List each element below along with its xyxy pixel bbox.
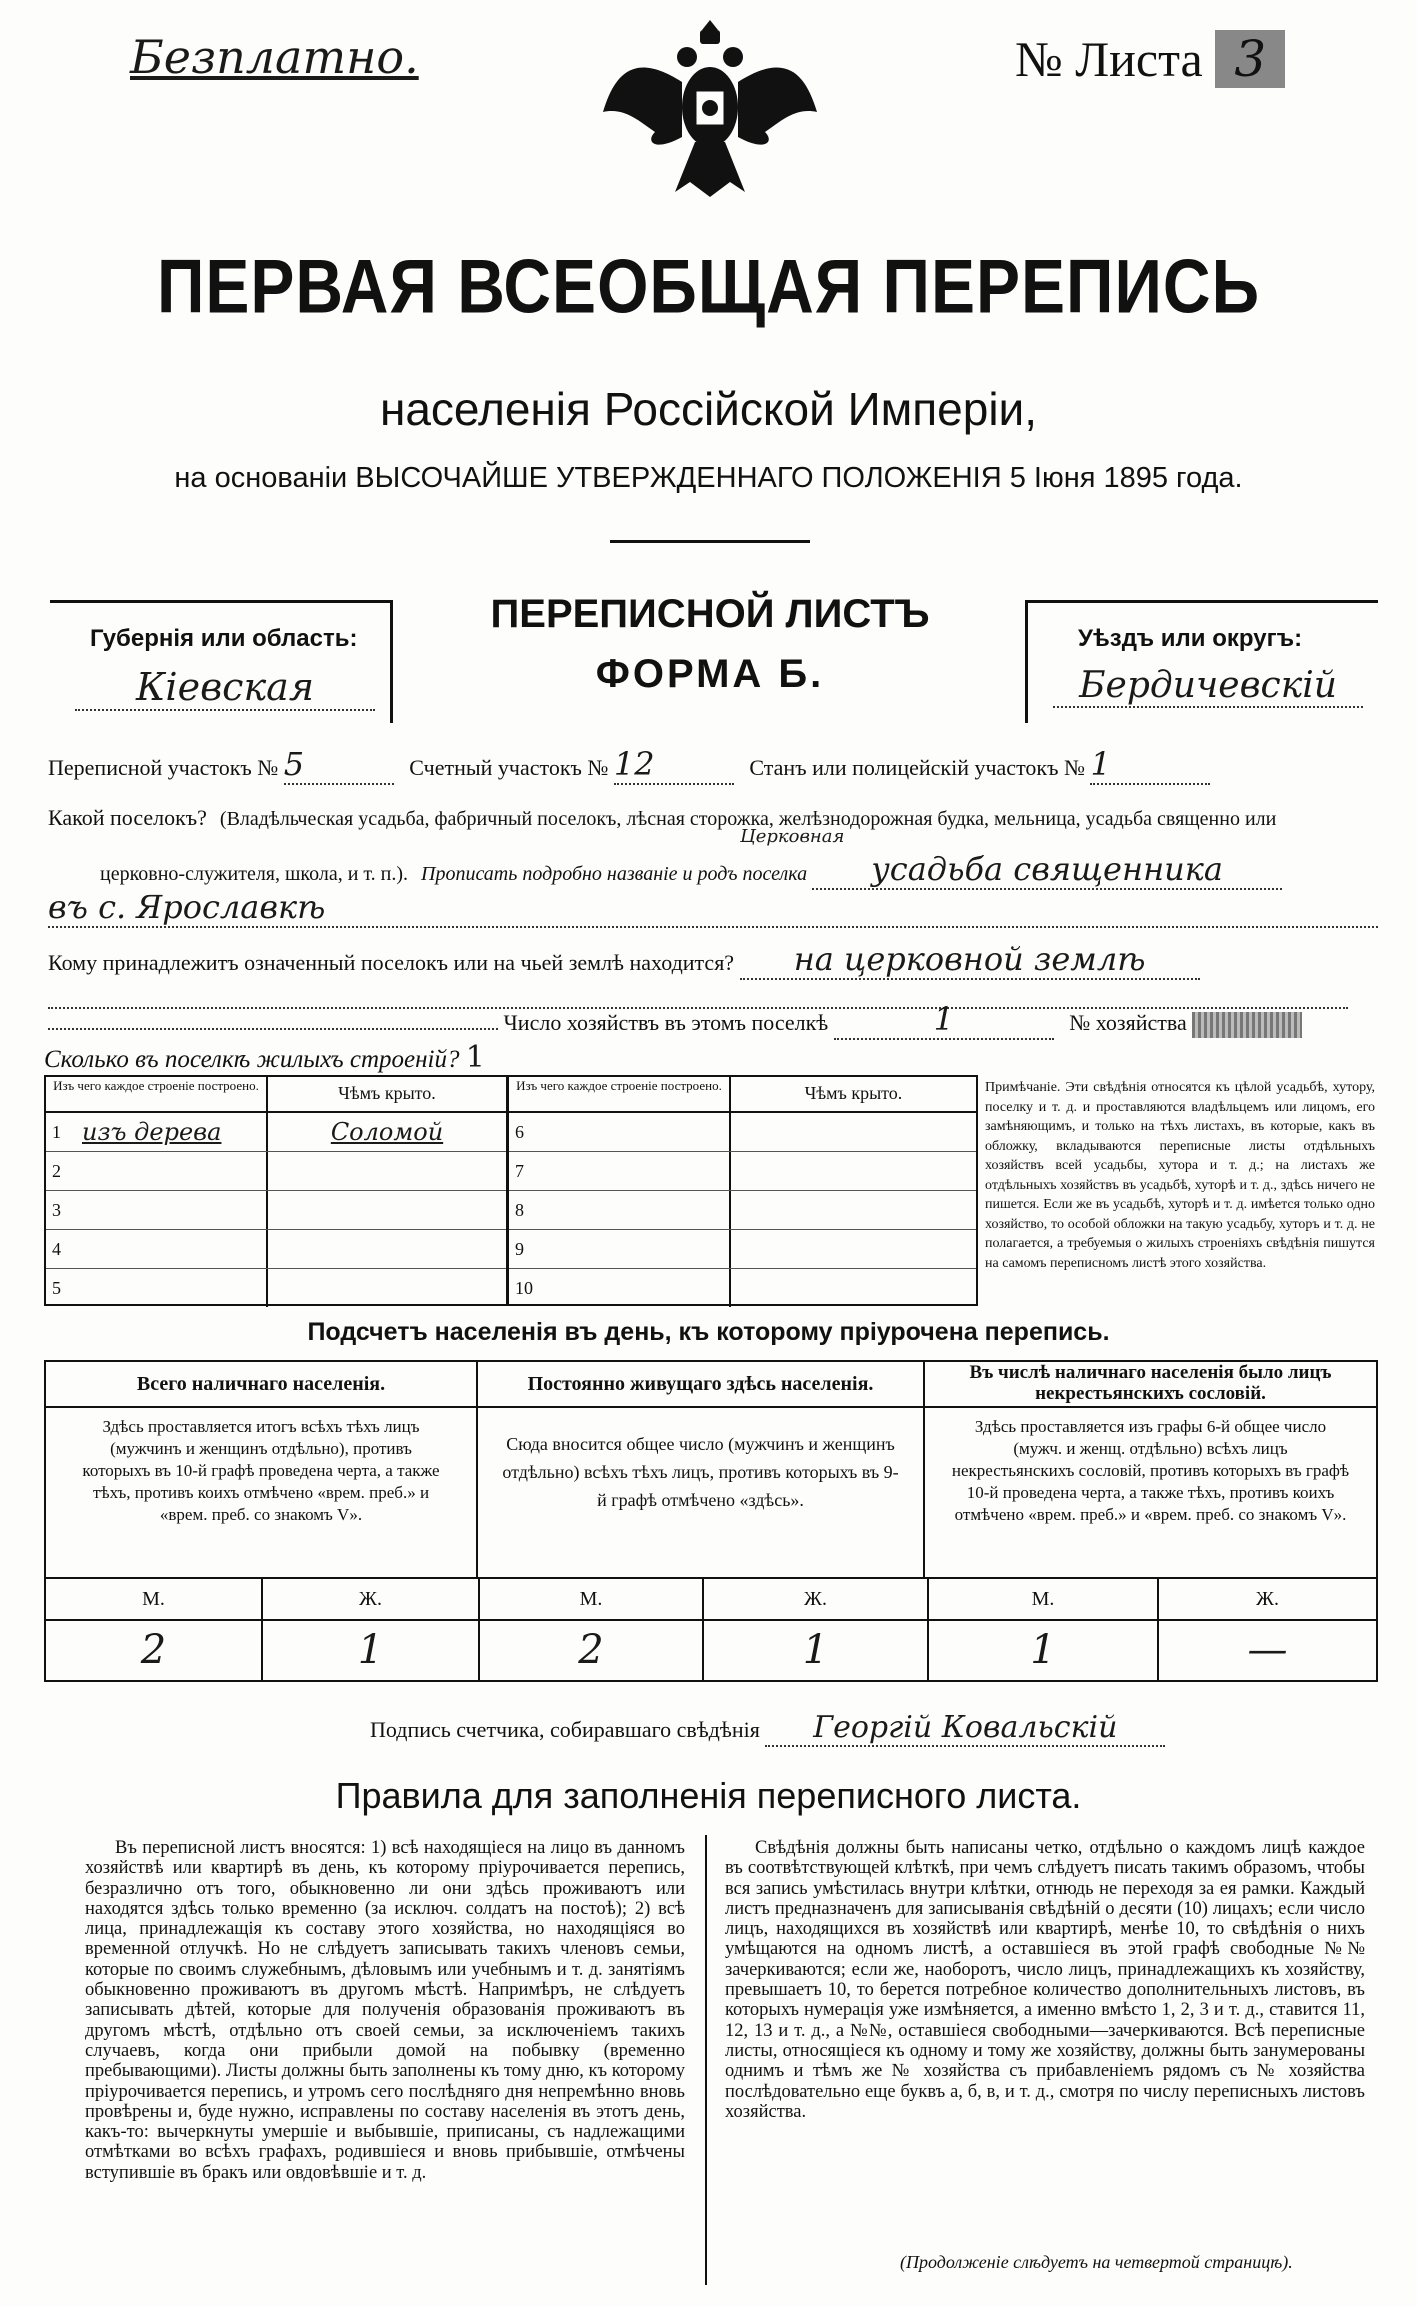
signature-label: Подпись счетчика, собиравшаго свѣдѣнія bbox=[370, 1717, 760, 1742]
col-material-header-2: Изъ чего каждое строеніе построено. bbox=[509, 1077, 731, 1111]
stan-value: 1 bbox=[1090, 745, 1210, 785]
count-f-header: Ж. bbox=[704, 1579, 929, 1619]
main-title: ПЕРВАЯ ВСЕОБЩАЯ ПЕРЕПИСЬ bbox=[156, 243, 1261, 329]
count-col3-text: Здѣсь проставляется изъ графы 6-й общее число (мужч. и женщ. отдѣльно) всѣхъ лицъ некрестьянскихъ сословій, противъ которыхъ въ графѣ 10-й проведена черта, а также тѣхъ, противъ коихъ отмѣчено «врем. преб.» и «врем. преб. со знакомъ V». bbox=[951, 1417, 1350, 1524]
household-no-label: № хозяйства bbox=[1069, 1010, 1187, 1035]
free-label: Безплатно. bbox=[130, 30, 419, 84]
building-row-number: 2 bbox=[52, 1160, 61, 1181]
building-row bbox=[46, 1152, 506, 1191]
building-row-number: 8 bbox=[515, 1199, 524, 1220]
rules-right-column: Свѣдѣнія должны быть написаны четко, отдѣльно о каждомъ лицѣ каждое въ соотвѣтствующей клѣткѣ, при чемъ слѣдуетъ писать такимъ образомъ, чтобы вся запись умѣстилась внутри клѣтки, отнюдь не переходя за ея рамки. Каждый листъ предназначенъ для записыванія свѣдѣній о десяти (10) лицахъ; если число лицъ, находящихся въ хозяйствѣ или квартирѣ, менѣе 10, то свѣдѣнія о нихъ умѣщаются на одномъ листѣ, а оставшіеся въ этой графѣ свободные №№ зачеркиваются; если же, наоборотъ, число лицъ, принадлежащихъ къ хозяйству, превышаетъ 10, то берется потребное количество дополнительныхъ листовъ, въ которыхъ нумерація уже измѣняется, а именно вмѣсто 1, 2, 3 и т. д., ставится 11, 12, 13 и т. д., а №№, оставшіеся свободными—зачеркиваются. Всѣ переписные листы, относящіеся къ одному и тому же хозяйству, должны быть занумерованы однимъ и тѣмъ же № хозяйства съ прибавленіемъ рядомъ съ № хозяйства послѣдовательно еще буквъ а, б, в, и т. д., смотря по числу переписныхъ листовъ хозяйства. bbox=[725, 1838, 1365, 2122]
building-material-cell bbox=[509, 1113, 731, 1151]
owner-value: на церковной землѣ bbox=[740, 940, 1200, 980]
gubernia-box bbox=[50, 600, 393, 723]
schetny-value: 12 bbox=[614, 745, 734, 785]
building-roof-cell bbox=[268, 1269, 506, 1307]
settlement-hint3: Прописать подробно названіе и родъ поселка bbox=[421, 863, 808, 885]
building-row-number: 9 bbox=[515, 1238, 524, 1259]
settlement-hint2: церковно-служителя, школа, и т. п.). bbox=[100, 863, 408, 885]
count-col3-title: Въ числѣ наличнаго населенія было лицъ некрестьянскихъ сословій. bbox=[925, 1362, 1376, 1408]
building-material-cell bbox=[46, 1230, 268, 1268]
district-line bbox=[48, 745, 1378, 785]
buildings-right-half bbox=[509, 1077, 976, 1304]
building-roof-cell bbox=[731, 1113, 976, 1151]
count-col2-title: Постоянно живущаго здѣсь населенія. bbox=[478, 1362, 923, 1408]
count-col2 bbox=[478, 1362, 925, 1577]
building-row-number: 10 bbox=[515, 1277, 533, 1298]
count-value-cell: — bbox=[1247, 1627, 1288, 1673]
building-row bbox=[46, 1191, 506, 1230]
building-material-cell bbox=[509, 1191, 731, 1229]
count-mf-row bbox=[46, 1579, 1376, 1621]
settlement-hint1: (Владѣльческая усадьба, фабричный поселокъ, лѣсная сторожка, желѣзнодорожная будка, мельница, усадьба священно или bbox=[219, 808, 1277, 830]
building-row-number: 1 bbox=[52, 1121, 61, 1142]
buildings-line bbox=[44, 1040, 526, 1077]
count-col1-text: Здѣсь проставляется итогъ всѣхъ тѣхъ лицъ (мужчинъ и женщинъ отдѣльно), противъ которыхъ въ 10-й графѣ проведена черта, а также тѣхъ, противъ коихъ отмѣчено «врем. преб.» и «врем. преб. со знакомъ V». bbox=[82, 1417, 440, 1524]
building-row bbox=[46, 1230, 506, 1269]
settlement-hint-line bbox=[100, 850, 1400, 890]
rules-title: Правила для заполненія переписного листа. bbox=[335, 1775, 1082, 1816]
count-m-header: М. bbox=[480, 1579, 704, 1619]
count-col2-text: Сюда вносится общее число (мужчинъ и женщинъ отдѣльно) всѣхъ тѣхъ лицъ, противъ которыхъ въ 9-й графѣ отмѣчено «здѣсь». bbox=[502, 1434, 899, 1510]
count-value-cell: 1 bbox=[929, 1621, 1159, 1680]
building-material-cell bbox=[46, 1191, 268, 1229]
gubernia-label: Губернія или область: bbox=[90, 625, 358, 652]
count-f-header: Ж. bbox=[263, 1579, 480, 1619]
building-material-cell bbox=[509, 1269, 731, 1307]
perepisnoy-label: Переписной участокъ № bbox=[48, 755, 279, 780]
buildings-label: Сколько въ поселкѣ жилыхъ строеній? bbox=[44, 1046, 460, 1073]
building-row bbox=[509, 1152, 976, 1191]
uezd-label: Уѣздъ или округъ: bbox=[1078, 625, 1303, 652]
household-no-redacted bbox=[1192, 1012, 1302, 1038]
households-label: Число хозяйствъ въ этомъ поселкѣ bbox=[503, 1010, 829, 1035]
count-col1-title: Всего наличнаго населенія. bbox=[46, 1362, 476, 1408]
signature-value: Георгій Ковальскій bbox=[765, 1710, 1165, 1747]
buildings-value: 1 bbox=[466, 1040, 526, 1077]
settlement-question-line bbox=[48, 805, 1388, 831]
building-row-number: 5 bbox=[52, 1277, 61, 1298]
buildings-note: Примѣчаніе. Эти свѣдѣнія относятся къ цѣлой усадьбѣ, хутору, поселку и т. д. и проставляются владѣльцемъ или лицомъ, его замѣняющимъ, и только на тѣхъ листахъ, въ которые, какъ въ обложку, вкладываются переписные листы отдѣльныхъ хозяйствъ всей усадьбы, хутора и т. д.; на листахъ же отдѣльныхъ хозяйствъ въ усадьбѣ, хуторѣ и т. д., здѣсь ничего не пишется. Если же въ усадьбѣ, хуторѣ и т. д. имѣется только одно хозяйство, то особой обложки на такую усадьбу, хуторъ и т. д. не полагается, а требуемыя о жилыхъ строеніяхъ свѣдѣнія пишутся на самомъ переписномъ листѣ этого хозяйства. bbox=[985, 1080, 1375, 1271]
owner-question: Кому принадлежитъ означенный поселокъ или на чьей землѣ находится? bbox=[48, 950, 735, 975]
building-row-number: 7 bbox=[515, 1160, 524, 1181]
settlement-question: Какой поселокъ? bbox=[48, 805, 207, 830]
building-row bbox=[509, 1113, 976, 1152]
sheet-label: № Листа bbox=[1015, 31, 1203, 87]
building-roof-cell bbox=[731, 1230, 976, 1268]
count-value-cell: 2 bbox=[480, 1621, 704, 1680]
perepisnoy-value: 5 bbox=[284, 745, 394, 785]
building-roof-cell bbox=[268, 1230, 506, 1268]
schetny-label: Счетный участокъ № bbox=[409, 755, 609, 780]
building-material-cell bbox=[509, 1152, 731, 1190]
building-row-number: 4 bbox=[52, 1238, 61, 1259]
col-roof-header-2: Чѣмъ крыто. bbox=[804, 1083, 903, 1103]
building-material-cell bbox=[509, 1230, 731, 1268]
building-row bbox=[46, 1269, 506, 1307]
buildings-left-half bbox=[46, 1077, 509, 1304]
building-roof-cell bbox=[731, 1152, 976, 1190]
signature-line bbox=[370, 1710, 1165, 1747]
building-row bbox=[509, 1230, 976, 1269]
gubernia-value: Кiевская bbox=[75, 665, 375, 711]
buildings-table bbox=[44, 1075, 978, 1306]
building-material-cell bbox=[46, 1152, 268, 1190]
count-value-cell: 1 bbox=[263, 1621, 480, 1680]
building-roof-cell bbox=[731, 1191, 976, 1229]
count-f-header: Ж. bbox=[1256, 1588, 1279, 1610]
count-col1 bbox=[46, 1362, 478, 1577]
form-title: ПЕРЕПИСНОЙ ЛИСТЪ bbox=[490, 592, 930, 636]
sheet-number-field bbox=[1015, 30, 1285, 88]
settlement-value2: въ с. Ярославкѣ bbox=[48, 888, 1378, 928]
rules-column-divider bbox=[705, 1835, 707, 2285]
count-heading: Подсчетъ населенія въ день, къ которому пріурочена перепись. bbox=[307, 1318, 1110, 1346]
building-material-cell bbox=[46, 1269, 268, 1307]
rules-continued: (Продолженіе слѣдуетъ на четвертой страницѣ). bbox=[900, 2252, 1293, 2272]
households-line bbox=[48, 1000, 1388, 1040]
uezd-value: Бердичевскiй bbox=[1053, 665, 1363, 708]
building-row bbox=[509, 1191, 976, 1230]
building-material-value: изъ дерева bbox=[82, 1118, 222, 1146]
count-value-cell: 2 bbox=[46, 1621, 263, 1680]
uezd-box bbox=[1025, 600, 1378, 723]
stan-label: Станъ или полицейскій участокъ № bbox=[749, 755, 1085, 780]
header-divider bbox=[610, 540, 810, 543]
col-roof-header: Чѣмъ крыто. bbox=[338, 1083, 436, 1103]
count-value-cell: 1 bbox=[704, 1621, 929, 1680]
buildings-right-header bbox=[509, 1077, 976, 1113]
count-col3 bbox=[925, 1362, 1376, 1577]
buildings-right-rows bbox=[509, 1113, 976, 1307]
col-material-header: Изъ чего каждое строеніе построено. bbox=[46, 1077, 268, 1111]
form-type: ФОРМА Б. bbox=[595, 652, 825, 696]
building-roof-cell: Соломой bbox=[330, 1118, 444, 1146]
count-values-row bbox=[46, 1621, 1376, 1680]
households-value: 1 bbox=[834, 1000, 1054, 1040]
building-row bbox=[46, 1113, 506, 1152]
buildings-left-rows bbox=[46, 1113, 506, 1307]
building-row bbox=[509, 1269, 976, 1307]
count-m-header: М. bbox=[929, 1579, 1159, 1619]
subtitle: населенія Россійской Имперіи, bbox=[379, 383, 1038, 435]
settlement-annotation: Церковная bbox=[740, 826, 845, 847]
building-row-number: 6 bbox=[515, 1121, 524, 1142]
imperial-eagle-emblem bbox=[595, 12, 825, 202]
building-roof-cell bbox=[731, 1269, 976, 1307]
basis-line: на основаніи ВЫСОЧАЙШЕ УТВЕРЖДЕННАГО ПОЛОЖЕНІЯ 5 Іюня 1895 года. bbox=[174, 462, 1243, 494]
settlement-value1: усадьба священника bbox=[812, 850, 1282, 890]
building-material-cell bbox=[46, 1113, 268, 1151]
count-table bbox=[44, 1360, 1378, 1682]
sheet-number: 3 bbox=[1215, 30, 1285, 88]
count-header-row bbox=[46, 1362, 1376, 1579]
building-roof-cell bbox=[268, 1152, 506, 1190]
building-roof-cell bbox=[268, 1191, 506, 1229]
count-m-header: М. bbox=[46, 1579, 263, 1619]
rules-left-column: Въ переписной листъ вносятся: 1) всѣ находящіеся на лицо въ данномъ хозяйствѣ или квартирѣ въ день, къ которому пріурочивается перепись, безразлично отъ того, обыкновенно ли они здѣсь проживаютъ или находятся здѣсь только временно (за исключ. солдатъ на постоѣ); 2) всѣ лица, принадлежащія къ составу этого хозяйства, но находящіяся во временной отлучкѣ. Но не слѣдуетъ записывать такихъ членовъ семьи, которые по своимъ служебнымъ, дѣловымъ или учебнымъ и т. д. занятіямъ обыкновенно проживаютъ въ другомъ мѣстѣ. Напримѣръ, не слѣдуетъ записывать дѣтей, которые для полученія образованія проживаютъ въ другомъ мѣстѣ, отдѣльно отъ своей семьи, за исключеніемъ такихъ случаевъ, когда они прибыли домой на побывку (временно пребывающими). Листы должны быть заполнены къ тому дню, къ которому пріурочивается перепись, и утромъ сего послѣдняго дня непремѣнно вновь провѣрены и, буде нужно, исправлены по составу населенія въ этотъ день, какъ-то: вычеркнуты умершіе и выбывшіе, приписаны, съ надлежащими отмѣтками во всѣхъ графахъ, родившіеся и вновь прибывшіе, отмѣчены вступившіе въ бракъ или овдовѣвшіе и т. д. bbox=[85, 1838, 685, 2183]
buildings-left-header bbox=[46, 1077, 506, 1113]
households-leader bbox=[48, 1010, 498, 1030]
building-row-number: 3 bbox=[52, 1199, 61, 1220]
owner-line bbox=[48, 940, 1388, 980]
